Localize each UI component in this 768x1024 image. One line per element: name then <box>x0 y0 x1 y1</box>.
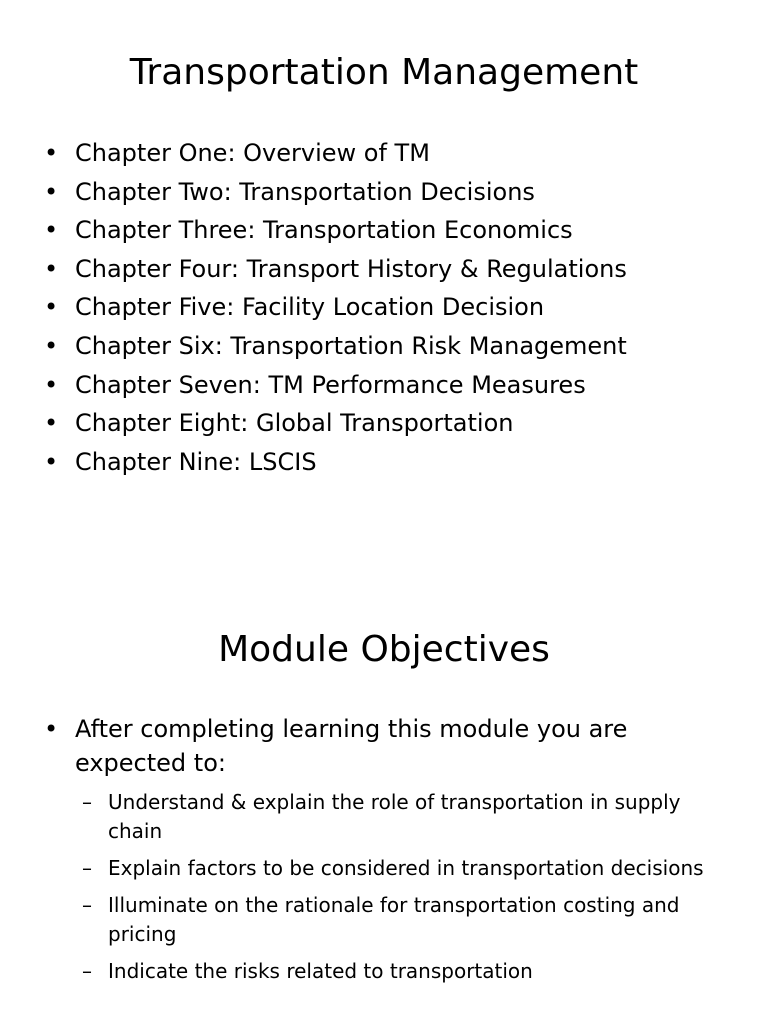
chapter-text: Chapter Two: Transportation Decisions <box>75 177 535 206</box>
chapter-text: Chapter One: Overview of TM <box>75 139 430 167</box>
chapter-list <box>0 134 627 481</box>
bullet-icon: • <box>44 447 59 476</box>
chapter-item <box>0 404 627 443</box>
chapter-item <box>0 250 627 289</box>
chapter-text: Chapter Three: Transportation Economics <box>75 216 573 245</box>
bullet-icon: • <box>44 177 59 206</box>
intro-text: After completing learning this module you are expected to: <box>75 715 628 777</box>
chapter-text: Chapter Nine: LSCIS <box>75 447 317 476</box>
chapter-item <box>0 327 627 366</box>
dash-icon: – <box>82 856 92 880</box>
bullet-icon: • <box>44 139 59 167</box>
objective-item <box>0 957 708 986</box>
objective-text: Explain factors to be considered in transportation decisions <box>108 856 704 880</box>
chapter-text: Chapter Four: Transport History & Regulations <box>75 254 627 283</box>
bullet-icon: • <box>44 370 59 399</box>
objective-item <box>0 788 708 846</box>
chapter-text: Chapter Six: Transportation Risk Management <box>75 331 627 360</box>
objective-item <box>0 891 708 949</box>
bullet-icon: • <box>44 293 59 322</box>
chapter-item <box>0 211 627 250</box>
chapter-item <box>0 134 627 173</box>
objective-text: Illuminate on the rationale for transportation costing and pricing <box>108 893 680 946</box>
objectives-intro <box>0 712 768 780</box>
bullet-icon: • <box>44 254 59 283</box>
bullet-icon: • <box>44 331 59 360</box>
bullet-icon: • <box>44 409 59 438</box>
dash-icon: – <box>82 893 92 917</box>
chapter-item <box>0 288 627 327</box>
slide-title: Transportation Management <box>129 52 639 93</box>
chapter-item <box>0 366 627 405</box>
objective-text: Understand & explain the role of transportation in supply chain <box>108 790 681 843</box>
objective-text: Indicate the risks related to transportation <box>108 959 533 983</box>
bullet-icon: • <box>44 216 59 245</box>
chapter-text: Chapter Five: Facility Location Decision <box>75 293 545 322</box>
slide-title: Module Objectives <box>218 629 550 670</box>
dash-icon: – <box>82 959 92 983</box>
intro-item <box>0 712 695 780</box>
objective-item <box>0 854 708 883</box>
slide-module-objectives <box>0 580 768 1024</box>
chapter-text: Chapter Eight: Global Transportation <box>75 409 514 438</box>
objective-list <box>0 788 708 994</box>
chapter-item <box>0 173 627 212</box>
chapter-text: Chapter Seven: TM Performance Measures <box>75 370 586 399</box>
dash-icon: – <box>82 790 92 814</box>
chapter-item <box>0 443 627 482</box>
bullet-icon: • <box>44 715 59 743</box>
